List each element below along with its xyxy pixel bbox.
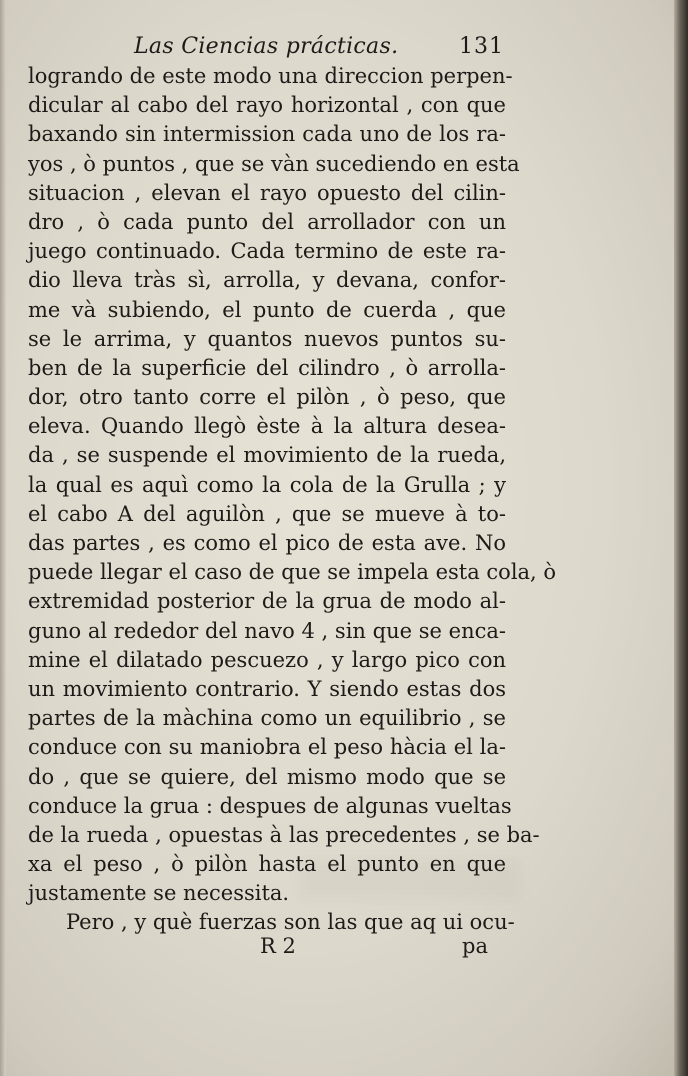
text-line: el cabo A del aguilòn , que se mueve à to-: [28, 501, 506, 526]
text-line: do , que se quiere, del mismo modo que se: [28, 764, 506, 789]
text-line: conduce la grua : despues de algunas vueltas: [28, 793, 512, 818]
text-line: dicular al cabo del rayo horizontal , con que: [28, 93, 506, 118]
text-line: puede llegar el caso de que se impela esta cola, ò: [28, 560, 557, 585]
paragraph-start-line: Pero , y què fuerzas son las que aq ui ocu-: [66, 910, 515, 935]
text-line: ben de la superficie del cilindro , ò arrolla-: [28, 355, 506, 380]
text-line: se le arrima, y quantos nuevos puntos su-: [28, 326, 506, 351]
text-line: la qual es aquì como la cola de la Grulla ; y: [28, 472, 506, 497]
text-line: extremidad posterior de la grua de modo al-: [28, 589, 506, 614]
book-spine-shadow: [674, 0, 688, 1076]
running-title: Las Ciencias prácticas.: [134, 34, 399, 59]
text-line: conduce con su maniobra el peso hàcia el la-: [28, 735, 506, 760]
text-line: de la rueda , opuestas à las precedentes , se ba-: [28, 822, 540, 847]
text-line: xa el peso , ò pilòn hasta el punto en que: [28, 852, 506, 877]
text-line: das partes , es como el pico de esta ave. No: [28, 531, 506, 555]
paragraph-end-line: justamente se necessita.: [28, 881, 290, 906]
signature-mark: R 2: [260, 934, 296, 958]
text-line: logrando de este modo una direccion perpen-: [28, 64, 513, 88]
text-line: partes de la màchina como un equilibrio , se: [28, 706, 506, 731]
text-line: baxando sin intermission cada uno de los ra-: [28, 122, 506, 147]
text-line: juego continuado. Cada termino de este ra-: [28, 239, 506, 264]
catchword: pa: [462, 934, 488, 958]
body-text: [28, 62, 557, 938]
page-left-edge: [0, 0, 6, 1076]
page-footer: [260, 934, 488, 966]
text-line: dro , ò cada punto del arrollador con un: [28, 209, 506, 234]
text-line: eleva. Quando llegò èste à la altura desea-: [28, 414, 506, 439]
page-number: 131: [459, 34, 504, 59]
text-line: me và subiendo, el punto de cuerda , que: [28, 297, 506, 322]
text-line: yos , ò puntos , que se vàn sucediendo en esta: [28, 151, 520, 176]
text-line: mine el dilatado pescuezo , y largo pico con: [28, 647, 506, 672]
text-line: guno al rededor del navo 4 , sin que se enca-: [28, 618, 506, 643]
text-line: dor, otro tanto corre el pilòn , ò peso, que: [28, 385, 506, 410]
text-line: situacion , elevan el rayo opuesto del cilin-: [28, 180, 506, 205]
text-line: da , se suspende el movimiento de la rueda,: [28, 443, 506, 468]
text-line: un movimiento contrario. Y siendo estas dos: [28, 676, 506, 701]
text-line: dio lleva tràs sì, arrolla, y devana, confor-: [28, 268, 506, 293]
